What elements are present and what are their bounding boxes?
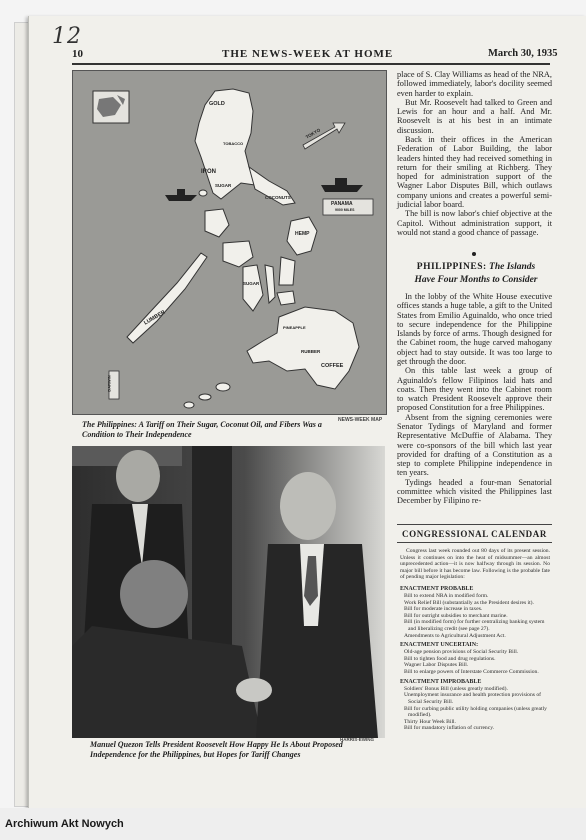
handwritten-page-number: 12	[52, 24, 82, 49]
calendar-item: Thirty Hour Week Bill.	[404, 718, 456, 725]
quezon-roosevelt-photo	[72, 446, 385, 738]
calendar-intro: Congress last week rounded out 80 days of its present session. Unless it continues on into the heat of midsummer—an almost unprecedented action—it is now halfway through its session. No major bill before it has become law. Following is the probable fate of pending major legislation:	[400, 548, 550, 581]
article-paragraph: Back in their offices in the American Federation of Labor Building, the labor leaders hinted they had received something in return for their smiling at Richberg. They hoped for administration support of the Wagner Labor Disputes Bill, which outlaws company unions and creates a powerful semi-judicial labor board.	[397, 134, 552, 209]
photo-caption: Manuel Quezon Tells President Roosevelt How Happy He Is About Proposed Independence for the Philippines, but Hopes for Tariff Changes	[90, 740, 343, 759]
calendar-item: Bill for mandatory inflation of currency.	[404, 725, 495, 732]
calendar-title: CONGRESSIONAL CALENDAR	[402, 529, 547, 539]
section-subtitle-1: The Islands	[489, 262, 536, 272]
map-label-rubber: RUBBER	[301, 349, 321, 354]
article-paragraph: In the lobby of the White House executive offices stands a huge table, a gift to the United States from Emilio Aguinaldo, who once tried to secure independence for the Philippine Islands by force of arms. Though designed for the Cabinet room, the huge carved mahogany object had to stay outside. It was too large to get through the door.	[397, 292, 552, 366]
calendar-item: Bill to extend NRA in modified form.	[404, 593, 489, 600]
map-caption: The Philippines: A Tariff on Their Sugar, Coconut Oil, and Fibers Was a Condition to Their Independence	[82, 420, 322, 439]
map-label-lumber: LUMBER	[143, 309, 167, 327]
map-label-pineapple: PINEAPPLE	[283, 325, 306, 330]
calendar-item: Wagner Labor Disputes Bill.	[404, 662, 469, 669]
photo-illustration	[72, 446, 385, 738]
leyte-island	[279, 257, 295, 285]
map-label-sugar-2: SUGAR	[243, 281, 260, 286]
calendar-item: Bill (in modified form) for further centralizing banking system and liberalizing credit (see page 27).	[404, 619, 545, 633]
issue-date: March 30, 1935	[488, 48, 558, 59]
calendar-item: Work Relief Bill (substantially as the President desires it).	[404, 599, 534, 606]
map-label-tobacco: TOBACCO	[223, 141, 244, 146]
article-paragraph: place of S. Clay Williams as head of the NRA, followed immediately, labor's docility seemed even harder to explain.	[397, 70, 552, 98]
section-divider-bullet	[472, 252, 476, 256]
page-number: 10	[72, 48, 83, 60]
calendar-group-heading: ENACTMENT PROBABLE	[400, 585, 474, 592]
map-label-panama: PANAMA	[331, 201, 353, 207]
map-label-hemp: HEMP	[295, 231, 310, 237]
photo-credit: HARRIS-EWING	[340, 737, 374, 742]
article-paragraph: Tydings headed a four-man Senatorial committee which visited the Philippines last December by Filipino re-	[397, 477, 552, 506]
calendar-rule-top	[397, 524, 552, 525]
section-title: PHILIPPINES:	[416, 262, 487, 272]
article-paragraph: But Mr. Roosevelt had talked to Green and Lewis for an hour and a half. And Mr. Roosevelt is at his best in an intimate discussion.	[397, 97, 552, 135]
calendar-group-heading: ENACTMENT UNCERTAIN:	[400, 642, 479, 649]
map-credit: NEWS-WEEK MAP	[338, 417, 383, 423]
palawan-island	[127, 253, 207, 343]
map-label-gold: GOLD	[209, 101, 225, 107]
calendar-item: Bill for outright subsidies to merchant marine.	[404, 612, 508, 619]
article-paragraph: The bill is now labor's chief objective at the Capitol. Without administration support, it would not stand a good chance of passage.	[397, 209, 552, 237]
article-continuation	[397, 70, 552, 237]
panay-island	[223, 241, 253, 267]
map-label-iron: IRON	[201, 169, 216, 175]
header-rule	[72, 63, 550, 65]
calendar-item: Bill for curbing public utility holding companies (unless greatly modified).	[404, 705, 547, 719]
philippines-article	[397, 292, 552, 505]
congressional-calendar	[400, 548, 550, 732]
section-subtitle-2: Have Four Months to Consider	[414, 274, 538, 285]
mindoro-island	[205, 209, 229, 237]
article-paragraph: Absent from the signing ceremonies were Senator Tydings of Maryland and former Representative McDuffie of Alabama. They were co-sponsors of the bill which last year provided for drafting of a Constitution as a step to complete Philippine independence in ten years.	[397, 412, 552, 478]
calendar-item: Amendments to Agricultural Adjustment Act.	[404, 632, 506, 639]
archive-watermark: Archiwum Akt Nowych	[5, 818, 124, 830]
philippines-map	[72, 70, 387, 415]
calendar-item: Old-age pension provisions of Social Security Bill.	[404, 649, 519, 656]
cebu-island	[265, 265, 275, 303]
map-label-sugar-1: SUGAR	[215, 183, 232, 188]
calendar-item: Bill to enlarge powers of Interstate Commerce Commission.	[404, 669, 539, 676]
calendar-item: Bill to tighten food and drug regulations.	[404, 655, 496, 662]
calendar-item: Soldiers' Bonus Bill (unless greatly modified).	[404, 685, 508, 692]
article-paragraph: On this table last week a group of Aguinaldo's fellow Filipinos laid hats and coats. Then they went into the Cabinet room to watch President Roosevelt approve their proposed Constitution for a free Philippines.	[397, 366, 552, 413]
map-label-coconuts: COCONUTS	[265, 195, 291, 200]
calendar-rule-bottom	[397, 542, 552, 543]
calendar-item: Unemployment insurance and health protection provisions of Social Security Bill.	[404, 692, 542, 705]
calendar-item: Bill for moderate increase in taxes.	[404, 606, 483, 613]
map-label-coffee: COFFEE	[321, 363, 344, 369]
philippines-heading	[397, 261, 555, 287]
publication-title: THE NEWS-WEEK AT HOME	[222, 48, 394, 60]
calendar-group-heading: ENACTMENT IMPROBABLE	[400, 678, 482, 685]
ship-icon-west	[165, 189, 197, 201]
ship-icon-east	[321, 178, 363, 192]
negros-island	[243, 265, 263, 311]
inset-map	[93, 91, 129, 123]
mindanao-island	[247, 307, 359, 389]
map-label-darwin: DARWIN	[106, 375, 112, 392]
bohol-island	[277, 291, 295, 305]
map-label-panama-miles: 9000 MILES	[335, 208, 355, 212]
map-label-tokyo: TOKYO	[304, 127, 322, 140]
